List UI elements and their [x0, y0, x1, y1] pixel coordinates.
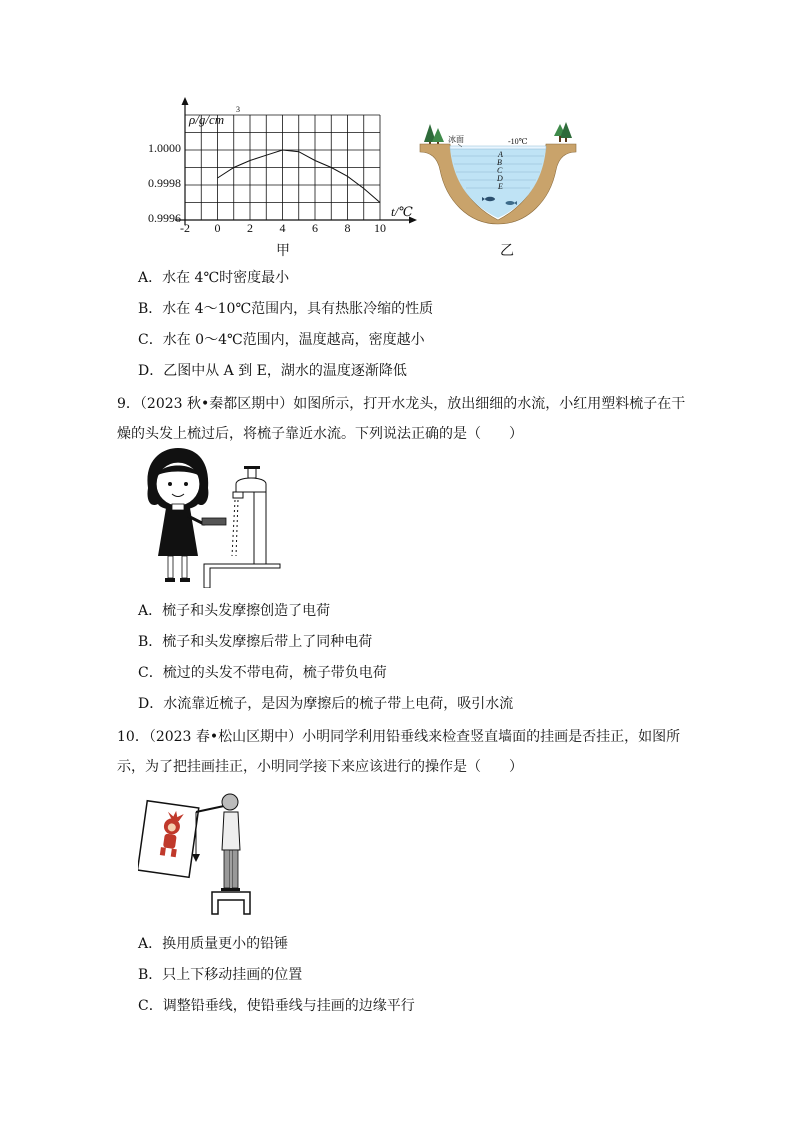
- person-body: [222, 812, 240, 850]
- sink-counter: [204, 564, 280, 588]
- tree-icon: [424, 124, 444, 146]
- q8-option-b: B．水在 4～10℃范围内，具有热胀冷缩的性质: [138, 301, 434, 317]
- girl-comb-water-illustration: [140, 448, 285, 588]
- q9-option-d: D．水流靠近梳子，是因为摩擦后的梳子带上电荷，吸引水流: [138, 696, 514, 712]
- y-axis-label: ρ/g/cm: [189, 112, 225, 127]
- q8-option-d: D．乙图中从 A 到 E，湖水的温度逐渐降低: [138, 363, 407, 379]
- faucet: [236, 478, 266, 492]
- q9-option-a: A．梳子和头发摩擦创造了电荷: [138, 603, 331, 619]
- plumb-line-painting-illustration: [138, 790, 258, 920]
- q8-option-a: A．水在 4℃时密度最小: [138, 270, 290, 286]
- density-temperature-graph: [135, 95, 420, 235]
- q9-stem-line2: 燥的头发上梳过后，将梳子靠近水流。下列说法正确的是（ ）: [117, 426, 523, 442]
- q9-option-c: C．梳过的头发不带电荷，梳子带负电荷: [138, 665, 387, 681]
- layer-label: A: [498, 150, 503, 159]
- layer-label: D: [497, 174, 503, 183]
- x-axis-label: t/℃: [391, 204, 413, 219]
- y-tick-label: 1.0000: [148, 141, 181, 155]
- figure-jia-caption: 甲: [276, 243, 290, 259]
- person-head: [222, 794, 238, 810]
- girl-dress: [158, 508, 198, 556]
- q10-option-c: C．调整铅垂线，使铅垂线与挂画的边缘平行: [138, 998, 415, 1014]
- q10-stem-line1: 10．（2023 春•松山区期中）小明同学利用铅垂线来检查竖直墙面的挂画是否挂正，如图所: [117, 729, 681, 745]
- tree-icon: [554, 122, 572, 142]
- y-axis-arrow: [182, 97, 189, 105]
- layer-label: E: [498, 182, 503, 191]
- water-stream: [232, 500, 235, 556]
- x-tick-label: 2: [247, 221, 253, 235]
- stool: [212, 892, 250, 914]
- figure-yi-caption: 乙: [500, 243, 514, 259]
- y-axis-label-superscript: 3: [236, 105, 240, 114]
- lake-cross-section: [418, 120, 578, 225]
- q10-option-a: A．换用质量更小的铅锤: [138, 936, 289, 952]
- q9-stem-line1: 9．（2023 秋•秦都区期中）如图所示，打开水龙头，放出细细的水流，小红用塑料梳子在干: [117, 396, 686, 412]
- q10-stem-line2: 示，为了把挂画挂正，小明同学接下来应该进行的操作是（ ）: [117, 759, 523, 775]
- x-tick-label: 0: [214, 221, 221, 235]
- graph-grid: [185, 115, 380, 220]
- temperature-label: -10℃: [508, 137, 528, 146]
- q10-option-b: B．只上下移动挂画的位置: [138, 967, 303, 983]
- ice-surface: [450, 146, 546, 149]
- x-tick-label: -2: [180, 221, 190, 235]
- x-tick-label: 4: [279, 221, 286, 235]
- q8-option-c: C．水在 0～4℃范围内，温度越高，密度越小: [138, 332, 425, 348]
- y-tick-label: 0.9996: [148, 211, 181, 225]
- layer-label: B: [497, 158, 502, 167]
- x-tick-label: 6: [312, 221, 318, 235]
- comb: [202, 518, 226, 525]
- x-tick-label: 10: [374, 221, 386, 235]
- x-tick-label: 8: [344, 221, 351, 235]
- y-tick-label: 0.9998: [148, 176, 181, 190]
- plumb-bob: [192, 854, 200, 862]
- faucet-pipe: [254, 486, 266, 564]
- q9-option-b: B．梳子和头发摩擦后带上了同种电荷: [138, 634, 373, 650]
- layer-label: C: [497, 166, 503, 175]
- ice-label: 冰面: [448, 135, 464, 144]
